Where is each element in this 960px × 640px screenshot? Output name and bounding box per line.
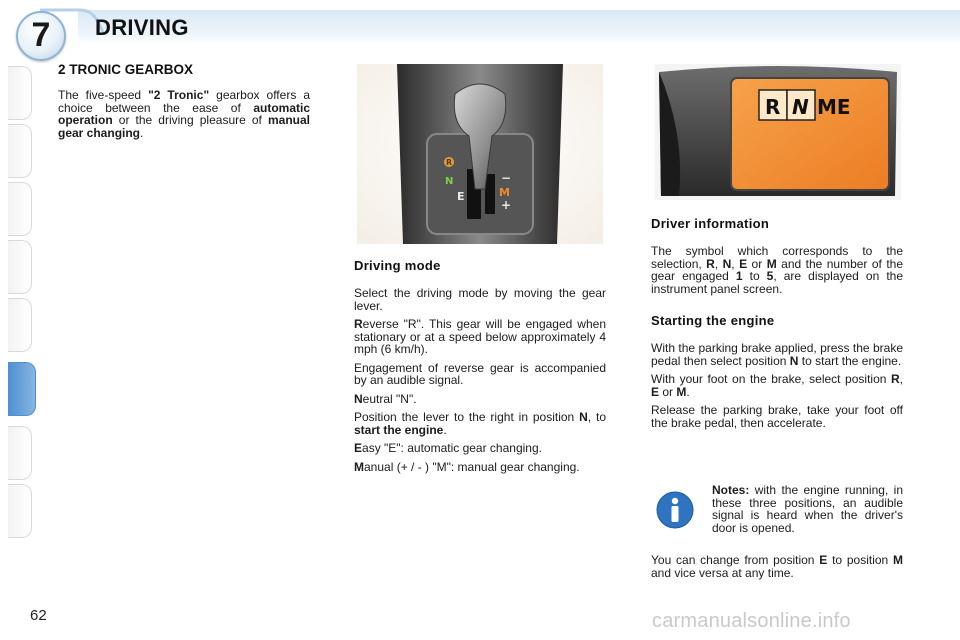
text-run: eutral "N".: [362, 391, 417, 406]
paragraph: [354, 461, 606, 474]
bold-text: M: [893, 553, 904, 567]
bold-text: R: [354, 317, 363, 331]
driving-mode-section: [354, 258, 606, 479]
gear-label-e: E: [457, 190, 465, 203]
chapter-tab-1[interactable]: [8, 66, 32, 120]
text-run: , to: [587, 410, 606, 424]
text-run: ,: [714, 256, 723, 271]
text-run: to start the engine.: [798, 353, 902, 368]
bold-text: E: [651, 384, 660, 399]
bold-text: E: [819, 553, 828, 567]
chapter-tab-5[interactable]: [8, 298, 32, 352]
chapter-number: 7: [31, 16, 51, 54]
text-run: everse "R". This gear will be engaged when stationary or at a speed below approximately 4 mph (6 km/h).: [354, 317, 606, 356]
text-run: Release the parking brake, take your foot off the brake pedal, then accelerate.: [651, 403, 903, 430]
paragraph: [354, 318, 606, 356]
chapter-tab-4[interactable]: [8, 240, 32, 294]
paragraph: [651, 245, 903, 295]
starting-title: Starting the engine: [651, 313, 775, 328]
gear-label-minus: −: [501, 171, 512, 185]
text-run: With your foot on the brake, select position: [651, 372, 891, 386]
display-me: ME: [817, 95, 851, 119]
driver-info-body: [651, 245, 903, 295]
starting-body: [651, 342, 903, 429]
text-run: .: [443, 422, 447, 437]
text-run: with the engine running, in these three positions, an audible signal is heard when the driver's door is opened.: [712, 483, 903, 535]
gear-label-m: M: [499, 186, 510, 199]
chapter-header: [0, 0, 960, 56]
bold-text: M: [354, 459, 364, 474]
text-run: or: [747, 256, 767, 271]
bold-text: 1: [735, 269, 743, 283]
text-run: asy "E": automatic gear changing.: [362, 441, 542, 455]
text-run: The symbol which corresponds to the selection,: [651, 244, 903, 271]
bold-text: manual gear changing: [58, 113, 310, 140]
driving-mode-body: [354, 287, 606, 473]
watermark: carmanualsonline.info: [652, 610, 851, 632]
text-run: Engagement of reverse gear is accompanied by an audible signal.: [354, 360, 606, 387]
bold-text: start the engine: [354, 422, 444, 437]
text-run: gearbox offers a choice between the ease of: [58, 88, 310, 115]
driver-info-section: [651, 216, 903, 435]
display-n: N: [792, 95, 809, 119]
chapter-tab-2[interactable]: [8, 124, 32, 178]
text-run: , are displayed on the instrument panel screen.: [651, 269, 903, 296]
bold-text: N: [579, 410, 588, 424]
notes-text: [712, 484, 903, 534]
bold-text: N: [789, 353, 799, 368]
paragraph: [651, 373, 903, 398]
paragraph: [354, 411, 606, 436]
paragraph: [712, 484, 903, 534]
paragraph: [354, 393, 606, 406]
chapter-title: DRIVING: [95, 15, 189, 40]
text-run: .: [686, 384, 690, 399]
bold-text: R: [706, 256, 715, 271]
bold-text: E: [354, 441, 363, 455]
chapter-tab-8[interactable]: [8, 426, 32, 480]
text-run: Select the driving mode by moving the gear lever.: [354, 286, 606, 313]
text-run: .: [140, 125, 144, 140]
text-run: With the parking brake applied, press the brake pedal then select position: [651, 341, 903, 368]
gear-label-r: R: [446, 158, 453, 167]
bold-text: N: [354, 391, 363, 406]
text-run: You can change from position: [651, 553, 820, 567]
paragraph: [651, 554, 903, 579]
paragraph: [354, 362, 606, 387]
text-run: to: [742, 269, 767, 283]
notes-box: [651, 484, 903, 534]
text-run: or the driving pleasure of: [112, 113, 268, 127]
bold-text: "2 Tronic": [148, 88, 210, 102]
chapter-tab-9[interactable]: [8, 484, 32, 538]
text-run: and the number of the gear engaged: [651, 256, 904, 283]
info-icon: [655, 490, 695, 530]
chapter-tab-7-active[interactable]: [8, 362, 36, 416]
text-run: ,: [731, 256, 740, 271]
notes-after-text: [651, 554, 903, 579]
gear-label-plus: +: [501, 198, 512, 212]
text-run: The five-speed: [58, 88, 149, 102]
text-run: anual (+ / - ) "M": manual gear changing.: [364, 459, 580, 474]
bold-text: M: [676, 384, 687, 399]
bold-text: R: [890, 372, 900, 386]
gearbox-intro: [58, 89, 310, 139]
text-run: Position the lever to the right in position: [354, 410, 580, 424]
paragraph: [651, 342, 903, 367]
page-number: 62: [30, 607, 47, 624]
bold-text: automatic operation: [58, 100, 310, 127]
driver-info-title: Driver information: [651, 216, 770, 231]
paragraph: [354, 442, 606, 455]
gear-label-n: N: [445, 176, 454, 187]
bold-text: 5: [766, 269, 774, 283]
bold-text: E: [739, 256, 748, 271]
paragraph: [651, 404, 903, 429]
display-r: R: [765, 95, 781, 119]
chapter-tabs: [0, 62, 36, 574]
section-title: 2 TRONIC GEARBOX: [58, 62, 194, 77]
text-run: and vice versa at any time.: [651, 565, 794, 580]
chapter-badge: [16, 11, 66, 61]
chapter-tab-3[interactable]: [8, 182, 32, 236]
instrument-display-image: [655, 64, 901, 200]
gear-lever-image: [357, 64, 603, 244]
bold-text: N: [722, 256, 732, 271]
bold-text: Notes:: [712, 483, 750, 497]
text-run: ,: [899, 372, 903, 386]
gearbox-section: [58, 62, 310, 139]
text-run: or: [659, 384, 677, 399]
driving-mode-title: Driving mode: [354, 258, 441, 273]
paragraph: [354, 287, 606, 312]
header-bar: [78, 10, 960, 44]
bold-text: M: [766, 256, 777, 271]
text-run: to position: [827, 553, 894, 567]
